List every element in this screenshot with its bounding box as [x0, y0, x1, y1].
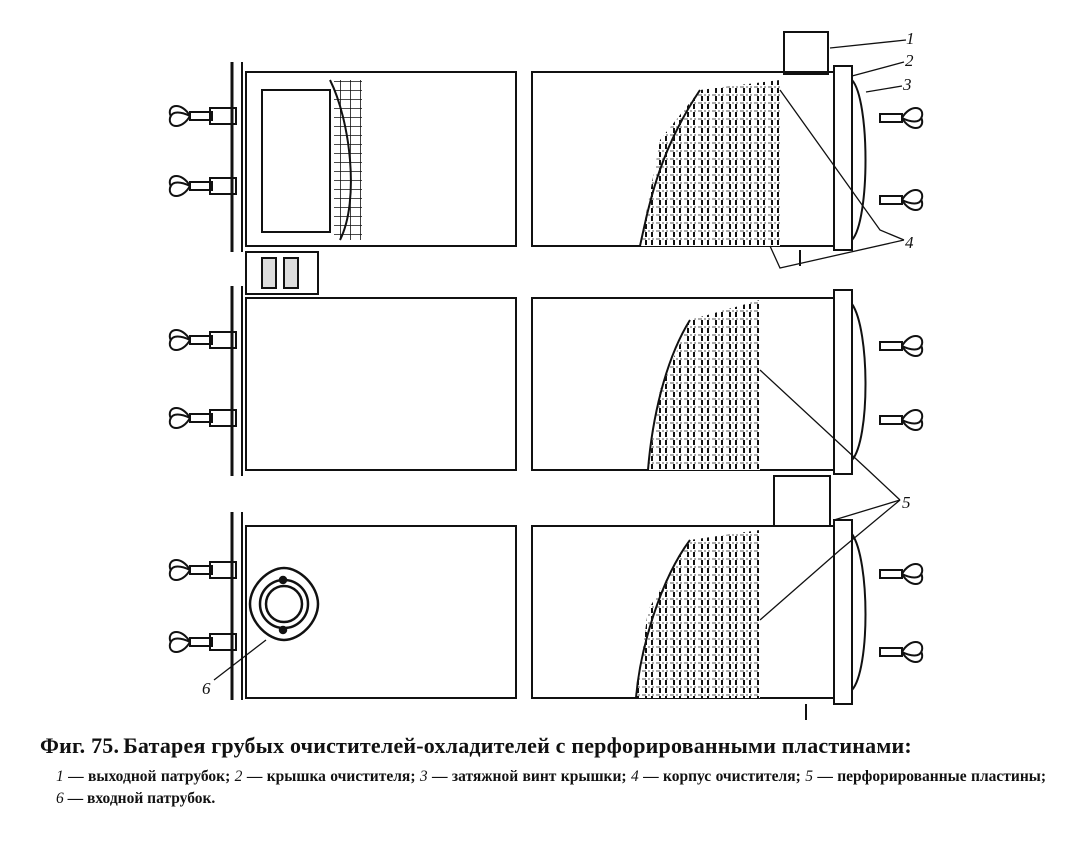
- legend-item: 4 — корпус очистителя;: [630, 768, 801, 785]
- figure-caption: [40, 733, 1050, 759]
- leader-lines: [214, 40, 906, 680]
- label-4: 4: [905, 233, 914, 252]
- label-2: 2: [905, 51, 914, 70]
- right-unit-bottom: [532, 520, 922, 720]
- outlet-pipe: [784, 32, 828, 74]
- left-unit-bottom: [170, 512, 516, 700]
- legend-item: 1 — выходной патрубок;: [56, 768, 231, 785]
- figure-number: Фиг. 75.: [40, 733, 120, 758]
- legend-item: 6 — входной патрубок.: [56, 790, 216, 807]
- legend-item: 3 — затяжной винт крышки;: [419, 768, 627, 785]
- label-6: 6: [202, 679, 211, 698]
- legend-item: 2 — крышка очистителя;: [234, 768, 416, 785]
- left-unit-middle: [170, 286, 516, 476]
- label-5: 5: [902, 493, 911, 512]
- label-3: 3: [903, 75, 912, 94]
- figure-title: Батарея грубых очистителей-охладителей с перфорированными пластинами:: [123, 733, 912, 758]
- figure-legend: [56, 766, 1046, 810]
- label-1: 1: [906, 29, 915, 48]
- inlet-flange: [250, 568, 318, 640]
- connector-left: [246, 252, 318, 294]
- legend-item: 5 — перфорированные пластины;: [805, 768, 1047, 785]
- right-unit-top: [532, 66, 922, 266]
- left-unit-top: [170, 62, 516, 252]
- right-unit-middle: [532, 290, 922, 526]
